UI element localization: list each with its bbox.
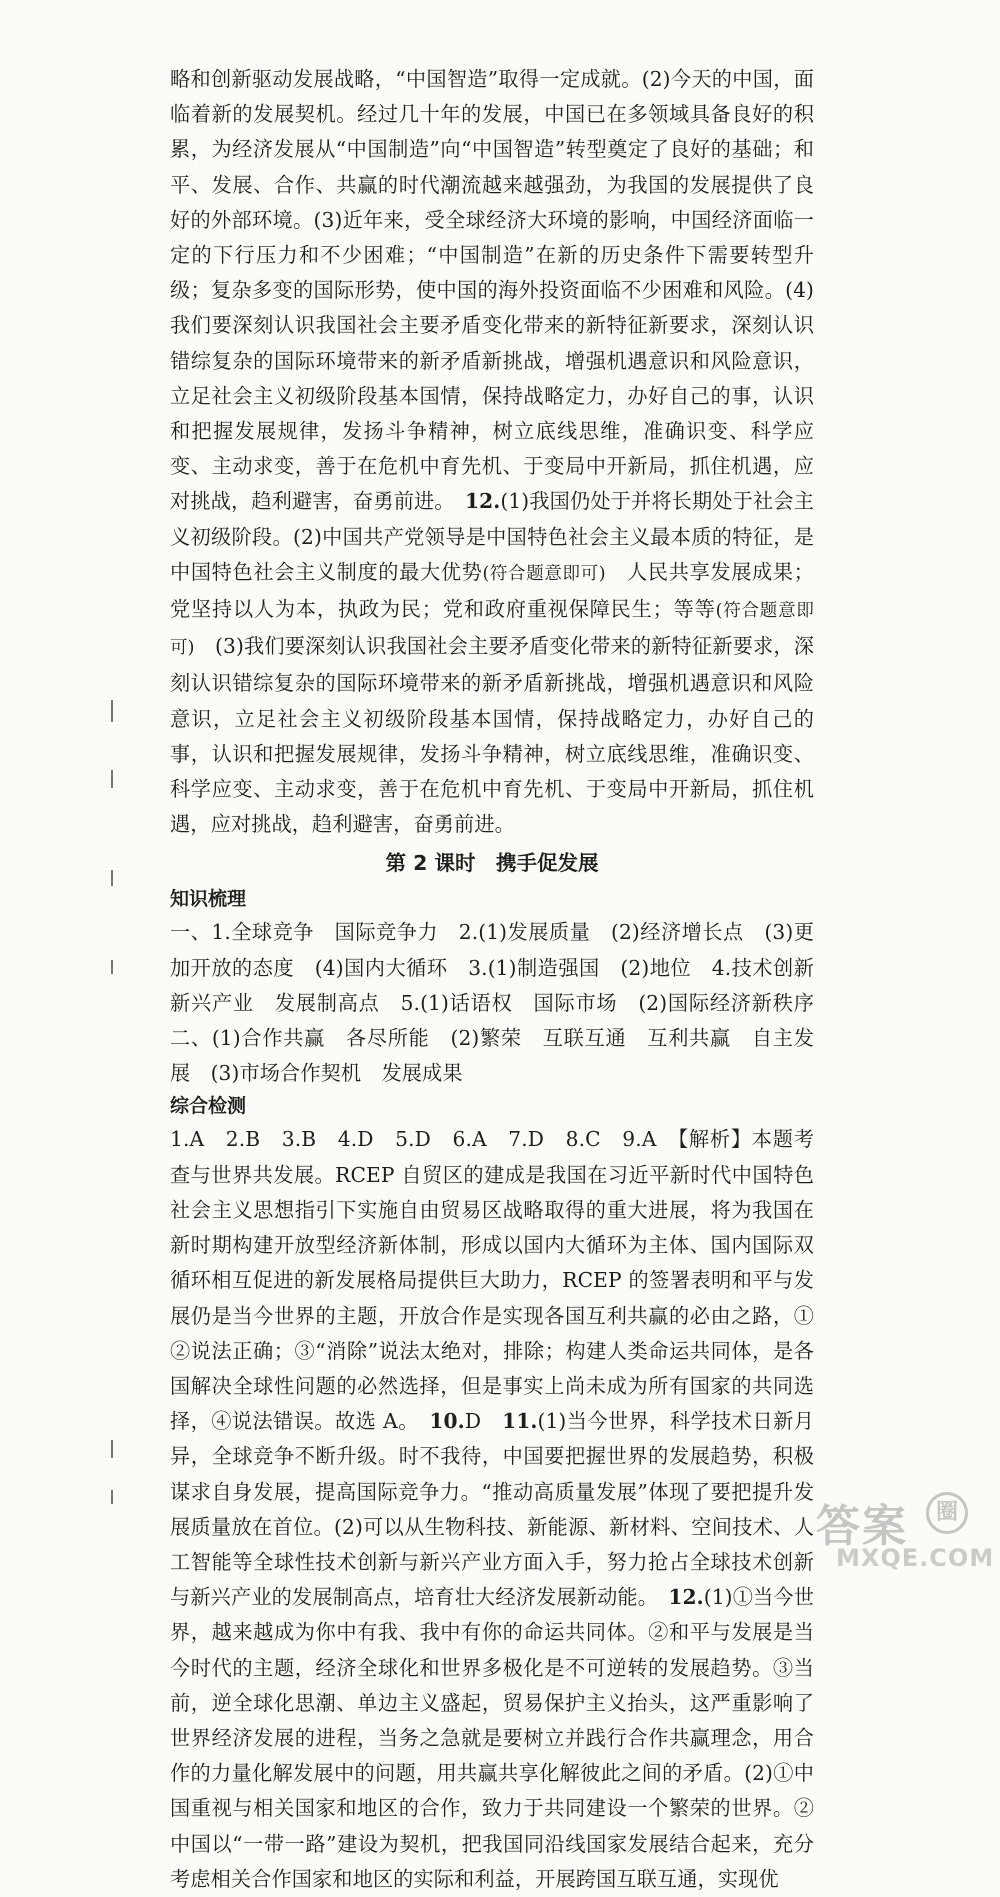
knowledge-heading: 知识梳理 xyxy=(170,888,247,911)
answer-note-2: (符合题意即可) xyxy=(170,601,814,659)
knowledge-answers: 一、1.全球竞争 国际竞争力 2.(1)发展质量 (2)经济增长点 (3)更加开放的态度 (4)国内大循环 3.(1)制造强国 (2)地位 4.技术创新 新兴产业 发展制高点 5.(1)话语权 国际市场 (2)国际经济新秩序 二、(1)合作共赢 各尽所能 (2)繁荣 互联互通 互利共赢 自主发展 (3)市场合作契机 发展成果 xyxy=(170,920,835,1086)
answer-text-part-1: 略和创新驱动发展战略，“中国智造”取得一定成就。(2)今天的中国，面临着新的发展契机。经过几十年的发展，中国已在多领域具备良好的积累，为经济发展从“中国制造”向“中国智造”转型奠定了良好的基础；和平、发展、合作、共赢的时代潮流越来越强劲，为我国的发展提供了良好的外部环境。(3)近年来，受全球经济大环境的影响，中国经济面临一定的下行压力和不少困难；“中国制造”在新的历史条件下需要转型升级；复杂多变的国际形势，使中国的海外投资面临不少困难和风险。(4)我们要深刻认识我国社会主要矛盾变化带来的新特征新要求，深刻认识错综复杂的国际环境带来的新矛盾新挑战，增强机遇意识和风险意识，立足社会主义初级阶段基本国情，保持战略定力，办好自己的事，认识和把握发展规律，发扬斗争精神，树立底线思维，准确识变、科学应变、主动求变，善于在危机中育先机、于变局中开新局，抓住机遇，应对挑战，趋利避害，奋勇前进。 xyxy=(170,67,814,514)
watermark-logo: 答案 xyxy=(816,1501,908,1552)
scan-mark xyxy=(111,700,113,722)
scan-mark xyxy=(111,1490,113,1504)
question-number-11: 11. xyxy=(502,1409,538,1434)
question-number-12b: 12. xyxy=(668,1585,704,1610)
watermark-url: MXQE.COM xyxy=(836,1544,995,1572)
answer-12-text: (1)①当今世界，越来越成为你中有我、我中有你的命运共同体。②和平与发展是当今时代的主题，经济全球化和世界多极化是不可逆转的发展趋势。③当前，逆全球化思潮、单边主义盛起，贸易保护主义抬头，这严重影响了世界经济发展的进程，当务之急就是要树立并践行合作共赢理念，用合作的力量化解发展中的问题，用共赢共享化解彼此之间的矛盾。(2)①中国重视与相关国家和地区的合作，致力于共同建设一个繁荣的世界。②中国以“一带一路”建设为契机，把我国同沿线国家发展结合起来，充分考虑相关合作国家和地区的实际和利益，开展跨国互联互通，实现优 xyxy=(170,1585,814,1891)
watermark-badge: 圈 xyxy=(926,1492,968,1534)
comprehensive-answers xyxy=(170,1122,814,1896)
answer-page xyxy=(170,62,835,1897)
analysis-label: 【解析】 xyxy=(678,1127,752,1152)
scan-mark xyxy=(111,1440,113,1458)
comprehensive-heading: 综合检测 xyxy=(170,1095,247,1118)
analysis-text: 本题考查与世界共发展。RCEP 自贸区的建成是我国在习近平新时代中国特色社会主义思想指引下实施自由贸易区战略取得的重大进展，将为我国在新时期构建开放型经济新体制，形成以国内大循环为主体、国内国际双循环相互促进的新发展格局提供巨大助力，RCEP 的签署表明和平与发展仍是当今世界的主题，开放合作是实现各国互利共赢的必由之路，①②说法正确；③“消除”说法太绝对，排除；构建人类命运共同体，是各国解决全球性问题的必然选择，但是事实上尚未成为所有国家的共同选择，④说法错误。故选 A。 xyxy=(170,1127,814,1434)
answer-11-text: (1)当今世界，科学技术日新月异，全球竞争不断升级。时不我待，中国要把握世界的发展趋势，积极谋求自身发展，提高国际竞争力。“推动高质量发展”体现了要把提升发展质量放在首位。(2)可以从生物科技、新能源、新材料、空间技术、人工智能等全球性技术创新与新兴产业方面入手，努力抢占全球技术创新与新兴产业的发展制高点，培育壮大经济发展新动能。 xyxy=(170,1409,814,1610)
answer-10: D xyxy=(464,1409,482,1434)
scan-mark xyxy=(111,870,113,886)
question-number-12: 12. xyxy=(464,489,501,514)
scan-mark xyxy=(111,770,113,788)
answer-text-part-2: (1)我国仍处于并将长期处于社会主义初级阶段。(2)中国共产党领导是中国特色社会主义最本质的特征，是中国特色社会主义制度的最大优势 xyxy=(170,489,814,584)
lesson-title: 第 2 课时 携手促发展 xyxy=(385,851,599,876)
site-watermark xyxy=(738,1490,995,1580)
answer-note-1: (符合题意即可) xyxy=(482,563,606,584)
answer-text-part-3: 人民共享发展成果；党坚持以人为本，执政为民；党和政府重视保障民生；等等 xyxy=(170,559,814,622)
choice-answers: 1.A 2.B 3.B 4.D 5.D 6.A 7.D 8.C 9.A xyxy=(170,1127,657,1152)
scan-mark xyxy=(111,960,113,974)
question-number-10: 10. xyxy=(429,1409,465,1434)
margin-scan-marks xyxy=(106,700,120,1520)
answer-text-part-4: (3)我们要深刻认识我国社会主要矛盾变化带来的新特征新要求，深刻认识错综复杂的国际环境带来的新矛盾新挑战，增强机遇意识和风险意识，立足社会主义初级阶段基本国情，保持战略定力，办好自己的事，认识和把握发展规律，发扬斗争精神，树立底线思维，准确识变、科学应变、主动求变，善于在危机中育先机、于变局中开新局，抓住机遇，应对挑战，趋利避害，奋勇前进。 xyxy=(170,634,814,837)
answer-block-1 xyxy=(170,62,814,842)
